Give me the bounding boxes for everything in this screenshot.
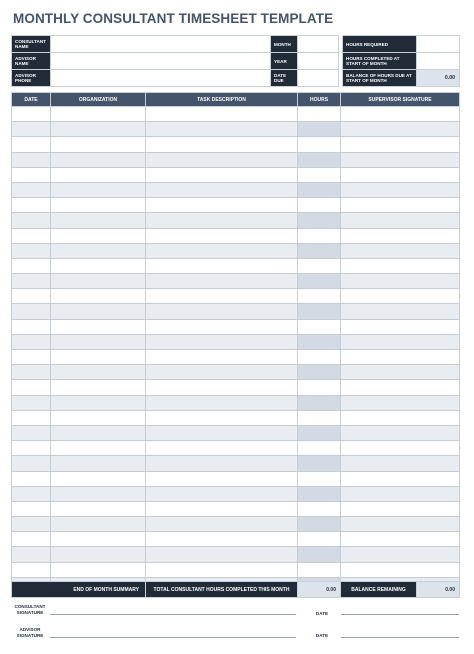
supervisor-signature-cell[interactable] <box>341 471 460 486</box>
supervisor-signature-cell[interactable] <box>341 425 460 440</box>
organization-cell[interactable] <box>51 243 146 258</box>
supervisor-signature-cell[interactable] <box>341 350 460 365</box>
consultant-name-label: CONSULTANT NAME <box>12 36 51 53</box>
table-row <box>12 167 460 182</box>
date-cell[interactable] <box>12 547 51 562</box>
date-cell[interactable] <box>12 228 51 243</box>
date-cell[interactable] <box>12 517 51 532</box>
task-description-cell[interactable] <box>146 562 298 577</box>
column-header-hours: HOURS <box>298 93 341 107</box>
table-row <box>12 304 460 319</box>
task-description-cell[interactable] <box>146 395 298 410</box>
date-cell[interactable] <box>12 243 51 258</box>
hours-cell[interactable] <box>298 456 341 471</box>
organization-cell[interactable] <box>51 532 146 547</box>
organization-cell[interactable] <box>51 425 146 440</box>
hours-cell[interactable] <box>298 517 341 532</box>
date-cell[interactable] <box>12 380 51 395</box>
hours-cell[interactable] <box>298 350 341 365</box>
table-row <box>12 319 460 334</box>
task-description-cell[interactable] <box>146 471 298 486</box>
hours-cell[interactable] <box>298 410 341 425</box>
organization-cell[interactable] <box>51 289 146 304</box>
balance-due-label: BALANCE OF HOURS DUE AT START OF MONTH <box>343 70 417 87</box>
date-cell[interactable] <box>12 334 51 349</box>
hours-completed-field[interactable] <box>417 53 460 70</box>
hours-required-field[interactable] <box>417 36 460 53</box>
timesheet-table <box>11 92 460 593</box>
hours-cell[interactable] <box>298 258 341 273</box>
consultant-date-line[interactable] <box>341 614 459 615</box>
date-cell[interactable] <box>12 350 51 365</box>
supervisor-signature-cell[interactable] <box>341 167 460 182</box>
table-row <box>12 441 460 456</box>
table-row <box>12 410 460 425</box>
header-info-right <box>342 35 460 87</box>
organization-cell[interactable] <box>51 182 146 197</box>
hours-cell[interactable] <box>298 107 341 122</box>
organization-cell[interactable] <box>51 365 146 380</box>
consultant-name-field[interactable] <box>51 36 297 53</box>
organization-cell[interactable] <box>51 228 146 243</box>
column-header-supervisor-signature: SUPERVISOR SIGNATURE <box>341 93 460 107</box>
date-cell[interactable] <box>12 532 51 547</box>
date-cell[interactable] <box>12 274 51 289</box>
date-cell[interactable] <box>12 562 51 577</box>
hours-cell[interactable] <box>298 289 341 304</box>
task-description-cell[interactable] <box>146 532 298 547</box>
timesheet-rows <box>12 107 460 593</box>
hours-required-label: HOURS REQUIRED <box>343 36 417 53</box>
table-row <box>12 137 460 152</box>
date-cell[interactable] <box>12 182 51 197</box>
summary-row <box>11 581 460 598</box>
organization-cell[interactable] <box>51 456 146 471</box>
hours-cell[interactable] <box>298 562 341 577</box>
task-description-cell[interactable] <box>146 152 298 167</box>
advisor-signature-line[interactable] <box>50 637 296 638</box>
task-description-cell[interactable] <box>146 304 298 319</box>
table-row <box>12 395 460 410</box>
date-cell[interactable] <box>12 486 51 501</box>
supervisor-signature-cell[interactable] <box>341 137 460 152</box>
task-description-cell[interactable] <box>146 182 298 197</box>
advisor-name-label: ADVISOR NAME <box>12 53 51 70</box>
balance-remaining-value: 0.00 <box>417 582 460 598</box>
organization-cell[interactable] <box>51 167 146 182</box>
hours-cell[interactable] <box>298 425 341 440</box>
date-cell[interactable] <box>12 289 51 304</box>
supervisor-signature-cell[interactable] <box>341 380 460 395</box>
table-row <box>12 243 460 258</box>
hours-cell[interactable] <box>298 228 341 243</box>
task-description-cell[interactable] <box>146 274 298 289</box>
advisor-date-line[interactable] <box>341 637 459 638</box>
page-title: MONTHLY CONSULTANT TIMESHEET TEMPLATE <box>13 11 334 26</box>
advisor-name-field[interactable] <box>51 53 297 70</box>
table-row <box>12 471 460 486</box>
date-label-advisor: DATE <box>315 633 329 638</box>
organization-cell[interactable] <box>51 547 146 562</box>
hours-cell[interactable] <box>298 274 341 289</box>
supervisor-signature-cell[interactable] <box>341 456 460 471</box>
hours-cell[interactable] <box>298 182 341 197</box>
advisor-signature-label: ADVISOR SIGNATURE <box>16 627 44 638</box>
task-description-cell[interactable] <box>146 380 298 395</box>
supervisor-signature-cell[interactable] <box>341 562 460 577</box>
hours-cell[interactable] <box>298 365 341 380</box>
task-description-cell[interactable] <box>146 350 298 365</box>
date-due-field[interactable] <box>298 70 339 87</box>
column-header-task-description: TASK DESCRIPTION <box>146 93 298 107</box>
hours-completed-label: HOURS COMPLETED AT START OF MONTH <box>343 53 417 70</box>
table-row <box>12 517 460 532</box>
table-row <box>12 380 460 395</box>
supervisor-signature-cell[interactable] <box>341 274 460 289</box>
organization-cell[interactable] <box>51 258 146 273</box>
table-row <box>12 122 460 137</box>
hours-cell[interactable] <box>298 167 341 182</box>
date-cell[interactable] <box>12 456 51 471</box>
table-row <box>12 213 460 228</box>
hours-cell[interactable] <box>298 380 341 395</box>
table-row <box>12 228 460 243</box>
hours-cell[interactable] <box>298 213 341 228</box>
supervisor-signature-cell[interactable] <box>341 243 460 258</box>
table-row <box>12 547 460 562</box>
supervisor-signature-cell[interactable] <box>341 395 460 410</box>
date-cell[interactable] <box>12 410 51 425</box>
hours-cell[interactable] <box>298 304 341 319</box>
year-field[interactable] <box>298 53 339 70</box>
total-hours-label: TOTAL CONSULTANT HOURS COMPLETED THIS MONTH <box>146 582 298 598</box>
task-description-cell[interactable] <box>146 243 298 258</box>
organization-cell[interactable] <box>51 137 146 152</box>
task-description-cell[interactable] <box>146 228 298 243</box>
supervisor-signature-cell[interactable] <box>341 365 460 380</box>
organization-cell[interactable] <box>51 152 146 167</box>
task-description-cell[interactable] <box>146 365 298 380</box>
organization-cell[interactable] <box>51 471 146 486</box>
supervisor-signature-cell[interactable] <box>341 152 460 167</box>
table-row <box>12 532 460 547</box>
date-cell[interactable] <box>12 501 51 516</box>
table-row <box>12 456 460 471</box>
supervisor-signature-cell[interactable] <box>341 517 460 532</box>
hours-cell[interactable] <box>298 137 341 152</box>
supervisor-signature-cell[interactable] <box>341 258 460 273</box>
date-cell[interactable] <box>12 365 51 380</box>
organization-cell[interactable] <box>51 198 146 213</box>
advisor-phone-label: ADVISOR PHONE <box>12 70 51 87</box>
supervisor-signature-cell[interactable] <box>341 198 460 213</box>
task-description-cell[interactable] <box>146 213 298 228</box>
organization-cell[interactable] <box>51 441 146 456</box>
organization-cell[interactable] <box>51 395 146 410</box>
hours-cell[interactable] <box>298 334 341 349</box>
hours-cell[interactable] <box>298 319 341 334</box>
month-field[interactable] <box>298 36 339 53</box>
organization-cell[interactable] <box>51 562 146 577</box>
organization-cell[interactable] <box>51 486 146 501</box>
task-description-cell[interactable] <box>146 319 298 334</box>
organization-cell[interactable] <box>51 304 146 319</box>
table-row <box>12 350 460 365</box>
end-of-month-summary-label: END OF MONTH SUMMARY <box>12 582 146 598</box>
balance-due-value: 0.00 <box>417 70 460 87</box>
hours-cell[interactable] <box>298 532 341 547</box>
supervisor-signature-cell[interactable] <box>341 441 460 456</box>
date-due-label: DATE DUE <box>271 70 298 87</box>
organization-cell[interactable] <box>51 213 146 228</box>
date-cell[interactable] <box>12 198 51 213</box>
organization-cell[interactable] <box>51 517 146 532</box>
date-cell[interactable] <box>12 122 51 137</box>
supervisor-signature-cell[interactable] <box>341 304 460 319</box>
supervisor-signature-cell[interactable] <box>341 122 460 137</box>
hours-cell[interactable] <box>298 198 341 213</box>
date-cell[interactable] <box>12 319 51 334</box>
supervisor-signature-cell[interactable] <box>341 334 460 349</box>
hours-cell[interactable] <box>298 471 341 486</box>
supervisor-signature-cell[interactable] <box>341 289 460 304</box>
table-row <box>12 289 460 304</box>
hours-cell[interactable] <box>298 122 341 137</box>
organization-cell[interactable] <box>51 501 146 516</box>
task-description-cell[interactable] <box>146 425 298 440</box>
table-row <box>12 334 460 349</box>
date-cell[interactable] <box>12 137 51 152</box>
table-row <box>12 501 460 516</box>
task-description-cell[interactable] <box>146 441 298 456</box>
task-description-cell[interactable] <box>146 122 298 137</box>
task-description-cell[interactable] <box>146 289 298 304</box>
table-row <box>12 198 460 213</box>
date-cell[interactable] <box>12 213 51 228</box>
task-description-cell[interactable] <box>146 258 298 273</box>
organization-cell[interactable] <box>51 122 146 137</box>
supervisor-signature-cell[interactable] <box>341 501 460 516</box>
organization-cell[interactable] <box>51 380 146 395</box>
date-label-consultant: DATE <box>315 611 329 616</box>
date-cell[interactable] <box>12 395 51 410</box>
table-row <box>12 486 460 501</box>
date-cell[interactable] <box>12 258 51 273</box>
hours-cell[interactable] <box>298 547 341 562</box>
task-description-cell[interactable] <box>146 410 298 425</box>
task-description-cell[interactable] <box>146 198 298 213</box>
organization-cell[interactable] <box>51 350 146 365</box>
date-cell[interactable] <box>12 152 51 167</box>
supervisor-signature-cell[interactable] <box>341 319 460 334</box>
date-cell[interactable] <box>12 441 51 456</box>
consultant-signature-label: CONSULTANT SIGNATURE <box>14 604 46 615</box>
table-row <box>12 274 460 289</box>
table-row <box>12 365 460 380</box>
hours-cell[interactable] <box>298 501 341 516</box>
task-description-cell[interactable] <box>146 167 298 182</box>
balance-remaining-label: BALANCE REMAINING <box>341 582 417 598</box>
task-description-cell[interactable] <box>146 107 298 122</box>
hours-cell[interactable] <box>298 395 341 410</box>
organization-cell[interactable] <box>51 319 146 334</box>
task-description-cell[interactable] <box>146 501 298 516</box>
date-cell[interactable] <box>12 167 51 182</box>
table-row <box>12 152 460 167</box>
supervisor-signature-cell[interactable] <box>341 107 460 122</box>
organization-cell[interactable] <box>51 107 146 122</box>
year-label: YEAR <box>271 53 298 70</box>
task-description-cell[interactable] <box>146 334 298 349</box>
advisor-phone-field[interactable] <box>51 70 297 87</box>
consultant-signature-line[interactable] <box>50 614 296 615</box>
month-label: MONTH <box>271 36 298 53</box>
supervisor-signature-cell[interactable] <box>341 182 460 197</box>
table-row <box>12 107 460 122</box>
table-row <box>12 182 460 197</box>
hours-cell[interactable] <box>298 152 341 167</box>
total-hours-value: 0.00 <box>298 582 341 598</box>
organization-cell[interactable] <box>51 410 146 425</box>
supervisor-signature-cell[interactable] <box>341 410 460 425</box>
task-description-cell[interactable] <box>146 517 298 532</box>
organization-cell[interactable] <box>51 274 146 289</box>
header-info-left <box>11 35 297 87</box>
hours-cell[interactable] <box>298 486 341 501</box>
task-description-cell[interactable] <box>146 456 298 471</box>
table-row <box>12 425 460 440</box>
organization-cell[interactable] <box>51 334 146 349</box>
task-description-cell[interactable] <box>146 547 298 562</box>
date-cell[interactable] <box>12 107 51 122</box>
supervisor-signature-cell[interactable] <box>341 486 460 501</box>
table-row <box>12 258 460 273</box>
supervisor-signature-cell[interactable] <box>341 213 460 228</box>
supervisor-signature-cell[interactable] <box>341 547 460 562</box>
task-description-cell[interactable] <box>146 137 298 152</box>
column-header-organization: ORGANIZATION <box>51 93 146 107</box>
supervisor-signature-cell[interactable] <box>341 228 460 243</box>
date-cell[interactable] <box>12 304 51 319</box>
hours-cell[interactable] <box>298 441 341 456</box>
date-cell[interactable] <box>12 471 51 486</box>
task-description-cell[interactable] <box>146 486 298 501</box>
date-cell[interactable] <box>12 425 51 440</box>
hours-cell[interactable] <box>298 243 341 258</box>
column-header-date: DATE <box>12 93 51 107</box>
supervisor-signature-cell[interactable] <box>341 532 460 547</box>
header-info-middle <box>270 35 339 87</box>
table-row <box>12 562 460 577</box>
